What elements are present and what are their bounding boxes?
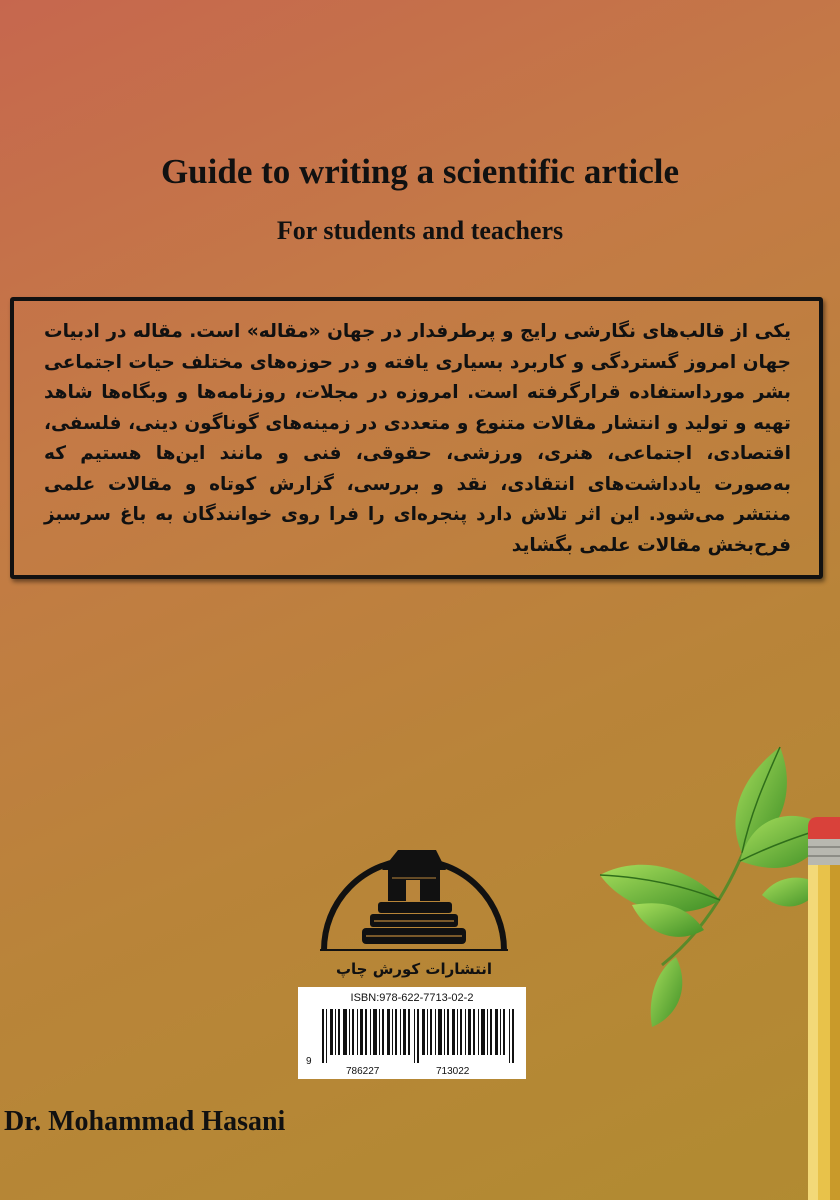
barcode-digit-prefix: 9 bbox=[306, 1056, 312, 1067]
barcode-digits bbox=[304, 1056, 520, 1077]
barcode-digit-group-1: 786227 bbox=[346, 1066, 380, 1077]
isbn-barcode bbox=[298, 987, 526, 1079]
blurb-frame bbox=[10, 297, 823, 579]
leaves-icon bbox=[600, 747, 828, 1027]
book-subtitle: For students and teachers bbox=[276, 216, 564, 245]
author-name: Dr. Mohammad Hasani bbox=[4, 1106, 286, 1137]
publisher-name: انتشارات کورش چاپ bbox=[335, 960, 493, 978]
blurb-text: یکی از قالب‌های نگارشی رایج و پرطرفدار در جهان «مقاله» است. مقاله در ادبیات جهان امروز گستردگی و کاربرد بسیاری یافته و در حوزه‌های مختلف حیات اجتماعی بشر مورداستفاده قرارگرفته است. امروزه در مجلات، روزنامه‌ها و وبگاه‌ها شاهد تهیه و تولید و انتشار مقالات متنوع و متعددی در زمینه‌های گوناگون دینی، فلسفی، اقتصادی، اجتماعی، هنری، ورزشی، حقوقی، فنی و مانند این‌ها هستیم که به‌صورت یادداشت‌های انتقادی، نقد و بررسی، گزارش کوتاه و مقالات علمی منتشر می‌شود. این اثر تلاش دارد پنجره‌ای را فرا روی خوانندگان به باغ سرسبز فرح‌بخش مقالات علمی بگشاید bbox=[44, 321, 791, 556]
barcode-icon bbox=[322, 1009, 516, 1063]
leaves-and-pencil bbox=[592, 735, 840, 1200]
barcode-digit-group-2: 713022 bbox=[436, 1066, 470, 1077]
publisher-logo-icon bbox=[318, 826, 510, 956]
book-title: Guide to writing a scientific article bbox=[160, 152, 680, 191]
isbn-label: ISBN:978-622-7713-02-2 bbox=[350, 992, 474, 1004]
pencil-icon bbox=[808, 817, 840, 1200]
